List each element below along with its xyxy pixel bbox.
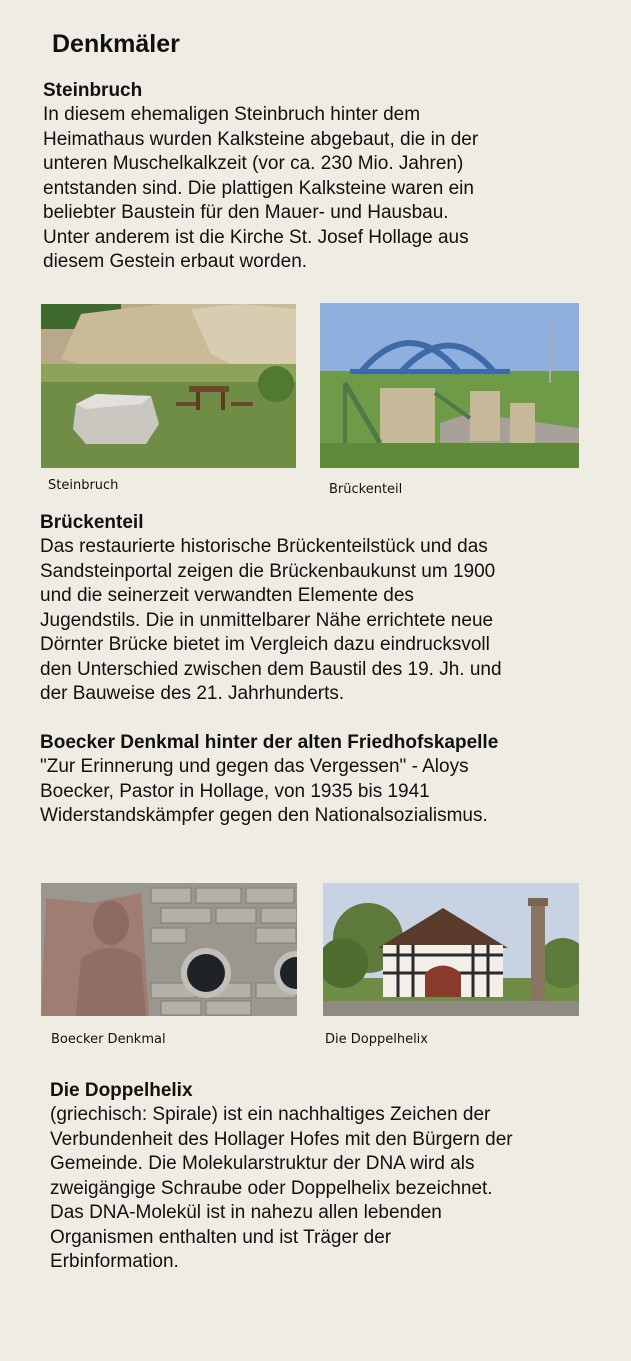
text-line: entstanden sind. Die plattigen Kalksteine waren ein: [43, 177, 474, 199]
text-line: unteren Muschelkalkzeit (vor ca. 230 Mio. Jahren): [43, 153, 464, 174]
section-heading: Brückenteil: [40, 512, 144, 533]
text-line: Jugendstils. Die in unmittelbarer Nähe errichtete neue: [40, 609, 494, 631]
text-line: Verbundenheit des Hollager Hofes mit den Bürgern der: [50, 1128, 513, 1150]
section-steinbruch: [43, 79, 603, 275]
section-text: [40, 535, 610, 707]
steinbruch-photo: [41, 304, 296, 468]
text-line: Widerstandskämpfer gegen den Nationalsozialismus.: [40, 805, 488, 826]
text-line: der Bauweise des 21. Jahrhunderts.: [40, 683, 345, 704]
photo-caption: Steinbruch: [48, 478, 119, 493]
brueckenteil-photo: [320, 303, 579, 468]
photo-caption: Brückenteil: [329, 482, 403, 497]
photo-caption: Boecker Denkmal: [51, 1032, 166, 1047]
section-heading: Boecker Denkmal hinter der alten Friedhofskapelle: [40, 732, 499, 753]
text-line: Heimathaus wurden Kalksteine abgebaut, die in der: [43, 128, 479, 150]
text-line: den Unterschied zwischen dem Baustil des 19. Jh. und: [40, 658, 502, 680]
section-doppelhelix: [50, 1079, 620, 1275]
text-line: und die seinerzeit verwandten Elemente des: [40, 585, 414, 606]
text-line: diesem Gestein erbaut worden.: [43, 251, 308, 272]
section-heading: Die Doppelhelix: [50, 1080, 193, 1101]
text-line: Das DNA-Molekül ist in nahezu allen lebenden: [50, 1202, 442, 1223]
text-line: Dörnter Brücke bietet im Vergleich dazu eindrucksvoll: [40, 634, 490, 655]
text-line: Organismen enthalten und ist Träger der: [50, 1226, 392, 1248]
text-line: Unter anderem ist die Kirche St. Josef Hollage aus: [43, 226, 469, 248]
text-line: Erbinformation.: [50, 1251, 179, 1272]
boecker-photo: [41, 883, 297, 1016]
text-line: "Zur Erinnerung und gegen das Vergessen" - Aloys: [40, 756, 469, 777]
text-line: Das restaurierte historische Brückenteilstück und das: [40, 536, 488, 557]
text-line: Boecker, Pastor in Hollage, von 1935 bis 1941: [40, 780, 430, 802]
text-line: beliebter Baustein für den Mauer- und Hausbau.: [43, 202, 449, 223]
section-heading: Steinbruch: [43, 80, 143, 101]
section-text: [50, 1103, 620, 1275]
section-text: [40, 755, 620, 829]
text-line: Sandsteinportal zeigen die Brückenbaukunst um 1900: [40, 560, 496, 582]
page-title: Denkmäler: [52, 30, 180, 58]
text-line: Gemeinde. Die Molekularstruktur der DNA wird als: [50, 1153, 475, 1174]
section-boecker: [40, 731, 620, 829]
text-line: In diesem ehemaligen Steinbruch hinter dem: [43, 104, 421, 125]
doppelhelix-photo: [323, 883, 579, 1016]
text-line: (griechisch: Spirale) ist ein nachhaltiges Zeichen der: [50, 1104, 491, 1125]
section-text: [43, 103, 603, 275]
section-brueckenteil: [40, 511, 610, 707]
photo-caption: Die Doppelhelix: [325, 1032, 428, 1047]
text-line: zweigängige Schraube oder Doppelhelix bezeichnet.: [50, 1177, 493, 1199]
